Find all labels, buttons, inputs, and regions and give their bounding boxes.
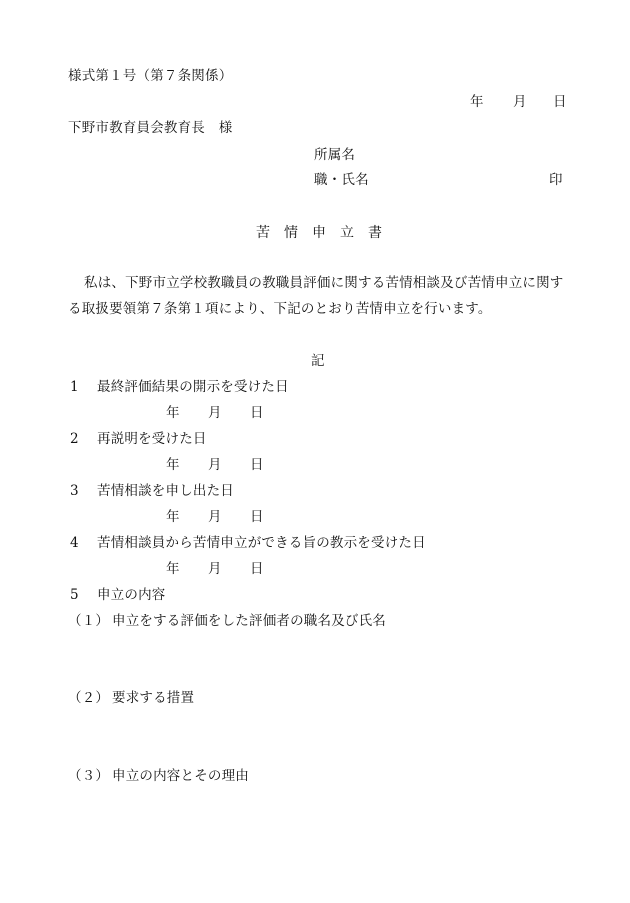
item-4-text: 苦情相談員から苦情申立ができる旨の教示を受けた日: [97, 535, 426, 551]
item-3-day: 日: [250, 509, 264, 525]
ki-mark: 記: [311, 353, 325, 369]
header-date-year: 年: [470, 94, 484, 110]
item-1-number: 1: [70, 379, 79, 395]
sub-item-3-number: （３）: [68, 768, 110, 784]
item-1-text: 最終評価結果の開示を受けた日: [97, 379, 289, 395]
item-2-year: 年: [166, 457, 180, 473]
item-4-year: 年: [166, 561, 180, 577]
name-label: 職・氏名: [314, 172, 369, 188]
item-1-year: 年: [166, 405, 180, 421]
header-date-month: 月: [513, 94, 527, 110]
item-3-number: 3: [70, 483, 79, 499]
item-4-number: 4: [70, 535, 79, 551]
sub-item-2-text: 要求する措置: [112, 690, 195, 706]
addressee: 下野市教育員会教育長 様: [68, 120, 233, 136]
item-1-day: 日: [250, 405, 264, 421]
document-title: 苦情申立書: [256, 225, 396, 241]
item-4-month: 月: [208, 561, 222, 577]
intro-line-1: 私は、下野市立学校教職員の教職員評価に関する苦情相談及び苦情申立に関す: [84, 275, 564, 291]
affiliation-label: 所属名: [314, 147, 356, 163]
item-5-number: 5: [70, 587, 79, 603]
item-2-number: 2: [70, 431, 79, 447]
intro-line-2: る取扱要領第７条第１項により、下記のとおり苦情申立を行います。: [68, 301, 492, 317]
sub-item-2-number: （２）: [68, 690, 110, 706]
item-2-month: 月: [208, 457, 222, 473]
item-1-month: 月: [208, 405, 222, 421]
sub-item-1-text: 申立をする評価をした評価者の職名及び氏名: [112, 613, 386, 629]
item-3-text: 苦情相談を申し出た日: [97, 483, 234, 499]
item-5-text: 申立の内容: [97, 587, 166, 603]
sub-item-3-text: 申立の内容とその理由: [112, 768, 249, 784]
item-2-text: 再説明を受けた日: [97, 431, 207, 447]
item-3-year: 年: [166, 509, 180, 525]
form-number: 様式第１号（第７条関係）: [68, 68, 233, 84]
item-3-month: 月: [208, 509, 222, 525]
item-4-day: 日: [250, 561, 264, 577]
seal-mark: 印: [549, 172, 563, 188]
item-2-day: 日: [250, 457, 264, 473]
header-date-day: 日: [553, 94, 567, 110]
sub-item-1-number: （１）: [68, 613, 110, 629]
